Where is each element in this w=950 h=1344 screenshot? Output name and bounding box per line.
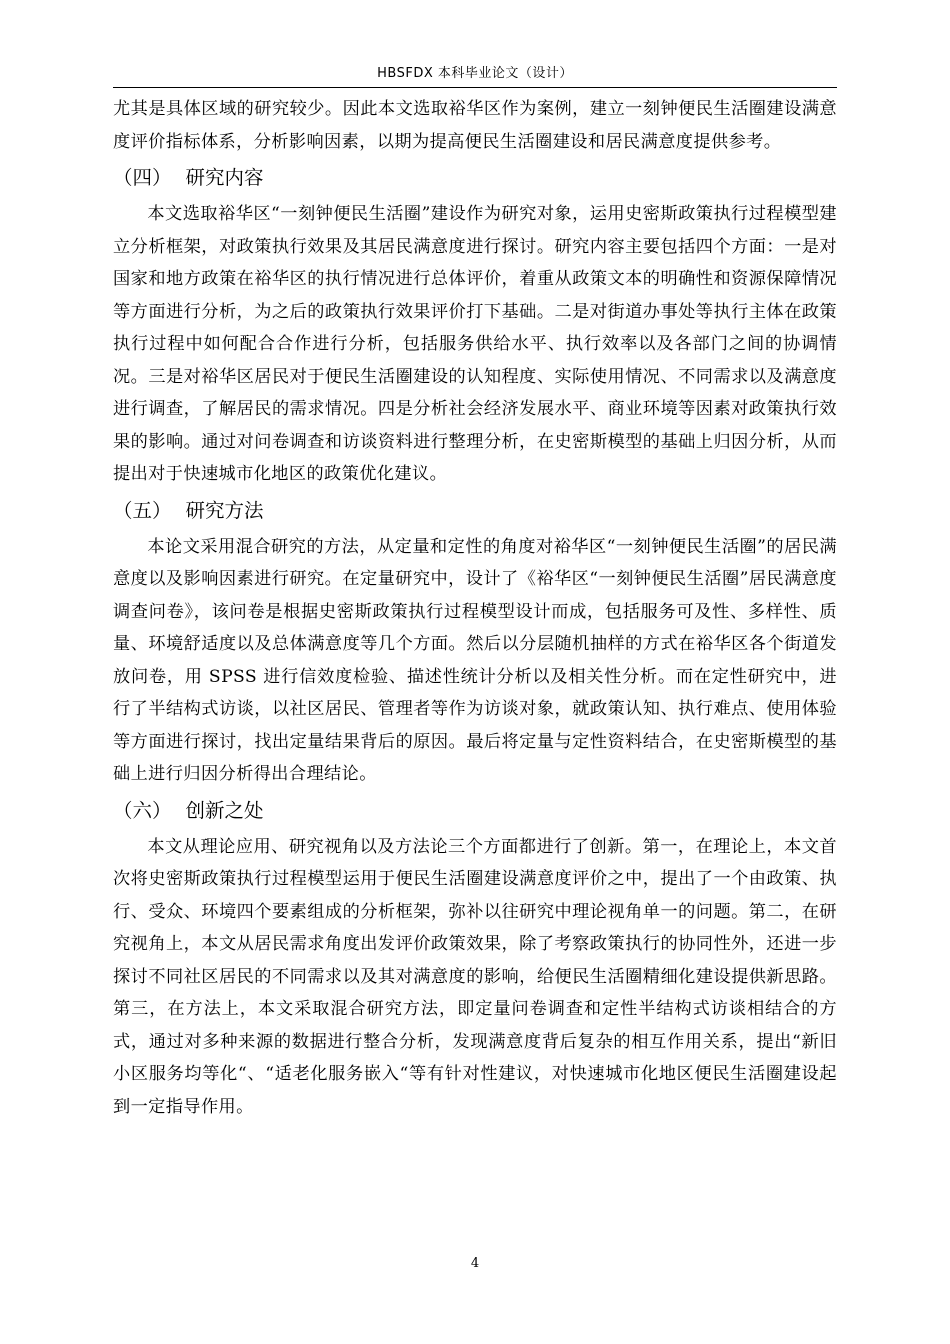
page-content xyxy=(113,93,837,1123)
header-rule xyxy=(113,87,837,88)
running-header: HBSFDX 本科毕业论文（设计） xyxy=(377,66,573,81)
section-number: （四） xyxy=(113,166,172,189)
section-heading-innovation xyxy=(113,791,837,831)
page-number: 4 xyxy=(470,1256,480,1271)
innovation-paragraph: 本文从理论应用、研究视角以及方法论三个方面都进行了创新。第一，在理论上，本文首次将史密斯政策执行过程模型运用于便民生活圈建设满意度评价之中，提出了一个由政策、执行、受众、环境四个要素组成的分析框架，弥补以往研究中理论视角单一的问题。第二，在研究视角上，本文从居民需求角度出发评价政策效果，除了考察政策执行的协同性外，还进一步探讨不同社区居民的不同需求以及其对满意度的影响，给便民生活圈精细化建设提供新思路。第三，在方法上，本文采取混合研究方法，即定量问卷调查和定性半结构式访谈相结合的方式，通过对多种来源的数据进行整合分析，发现满意度背后复杂的相互作用关系，提出“新旧小区服务均等化“、“适老化服务嵌入“等有针对性建议，对快速城市化地区便民生活圈建设起到一定指导作用。 xyxy=(113,836,837,1117)
section-number: （五） xyxy=(113,498,172,522)
research-content-paragraph: 本文选取裕华区“一刻钟便民生活圈”建设作为研究对象，运用史密斯政策执行过程模型建立分析框架，对政策执行效果及其居民满意度进行探讨。研究内容主要包括四个方面：一是对国家和地方政策在裕华区的执行情况进行总体评价，着重从政策文本的明确性和资源保障情况等方面进行分析，为之后的政策执行效果评价打下基础。二是对街道办事处等执行主体在政策执行过程中如何配合合作进行分析，包括服务供给水平、执行效率以及各部门之间的协调情况。三是对裕华区居民对于便民生活圈建设的认知程度、实际使用情况、不同需求以及满意度进行调查，了解居民的需求情况。四是分析社会经济发展水平、商业环境等因素对政策执行效果的影响。通过对问卷调查和访谈资料进行整理分析，在史密斯模型的基础上归因分析，从而提出对于快速城市化地区的政策优化建议。 xyxy=(113,204,837,484)
section-heading-research-method xyxy=(113,491,837,531)
research-method-paragraph: 本论文采用混合研究的方法，从定量和定性的角度对裕华区“一刻钟便民生活圈”的居民满意度以及影响因素进行研究。在定量研究中，设计了《裕华区“一刻钟便民生活圈”居民满意度调查问卷》，该问卷是根据史密斯政策执行过程模型设计而成，包括服务可及性、多样性、质量、环境舒适度以及总体满意度等几个方面。然后以分层随机抽样的方式在裕华区各个街道发放问卷，用 SPSS 进行信效度检验、描述性统计分析以及相关性分析。而在定性研究中，进行了半结构式访谈，以社区居民、管理者等作为访谈对象，就政策认知、执行难点、使用体验等方面进行探讨，找出定量结果背后的原因。最后将定量与定性资料结合，在史密斯模型的基础上进行归因分析得出合理结论。 xyxy=(113,536,837,784)
section-title: 研究内容 xyxy=(185,166,264,189)
intro-tail-paragraph: 尤其是具体区域的研究较少。因此本文选取裕华区作为案例，建立一刻钟便民生活圈建设满意度评价指标体系，分析影响因素，以期为提高便民生活圈建设和居民满意度提供参考。 xyxy=(113,99,837,152)
section-title: 研究方法 xyxy=(185,498,264,522)
section-number: （六） xyxy=(113,798,172,822)
section-title: 创新之处 xyxy=(185,798,264,822)
section-heading-research-content xyxy=(113,158,837,198)
